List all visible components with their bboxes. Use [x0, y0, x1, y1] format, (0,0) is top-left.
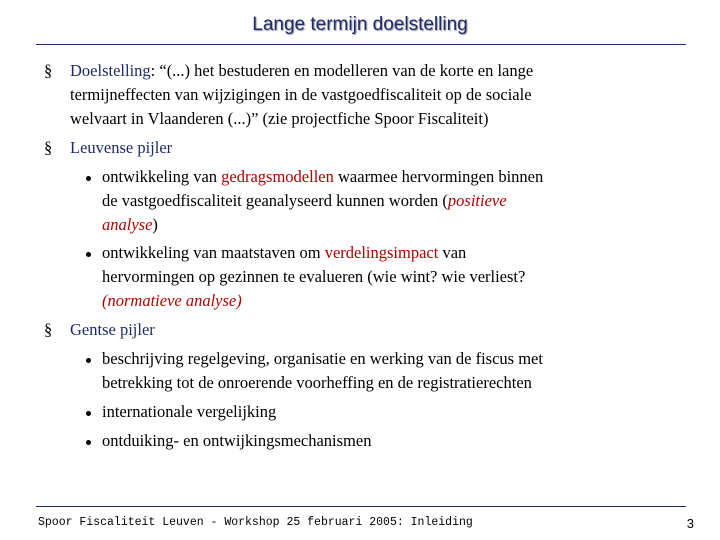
sub-bullet-leuven-2-line-1: ontwikkeling van maatstaven om verdelingsimpact van [102, 243, 467, 262]
bullet-label-leuven: Leuvense pijler [70, 138, 173, 157]
sub-bullet-gent-3: ontduiking- en ontwijkingsmechanismen [102, 431, 372, 450]
bullet-marker: § [44, 138, 53, 157]
sub-bullet-leuven-1-line-1: ontwikkeling van gedragsmodellen waarmee hervormingen binnen [102, 167, 544, 186]
sub-bullet-leuven-1-line-2: de vastgoedfiscaliteit geanalyseerd kunnen worden (positieve [102, 191, 507, 210]
bullet-label-gent: Gentse pijler [70, 320, 155, 339]
slide-title: Lange termijn doelstelling [252, 14, 468, 35]
bullet-doelstelling-line-2: termijneffecten van wijzigingen in de vastgoedfiscaliteit op de sociale [70, 85, 532, 104]
sub-bullet-gent-1-line-2: betrekking tot de onroerende voorheffing en de registratierechten [102, 373, 532, 392]
bullet-label: Doelstelling [70, 61, 151, 80]
bullet-marker: § [44, 61, 53, 80]
footer-text: Spoor Fiscaliteit Leuven - Workshop 25 februari 2005: Inleiding [38, 516, 473, 529]
sub-bullet-dot [86, 440, 91, 445]
footer-divider [36, 506, 686, 507]
page-number: 3 [686, 516, 694, 531]
sub-bullet-gent-2: internationale vergelijking [102, 402, 277, 421]
bullet-marker: § [44, 320, 53, 339]
sub-bullet-leuven-2-line-2: hervormingen op gezinnen te evalueren (wie wint? wie verliest? [102, 267, 526, 286]
sub-bullet-dot [86, 176, 91, 181]
sub-bullet-gent-1-line-1: beschrijving regelgeving, organisatie en werking van de fiscus met [102, 349, 543, 368]
sub-bullet-dot [86, 411, 91, 416]
bullet-doelstelling-line-3: welvaart in Vlaanderen (...)” (zie projectfiche Spoor Fiscaliteit) [70, 109, 489, 128]
sub-bullet-leuven-1-line-3: analyse) [102, 215, 158, 234]
sub-bullet-leuven-2-line-3: (normatieve analyse) [102, 291, 242, 310]
bullet-doelstelling-line-1: Doelstelling: “(...) het bestuderen en modelleren van de korte en lange [70, 61, 534, 80]
sub-bullet-dot [86, 252, 91, 257]
sub-bullet-dot [86, 358, 91, 363]
